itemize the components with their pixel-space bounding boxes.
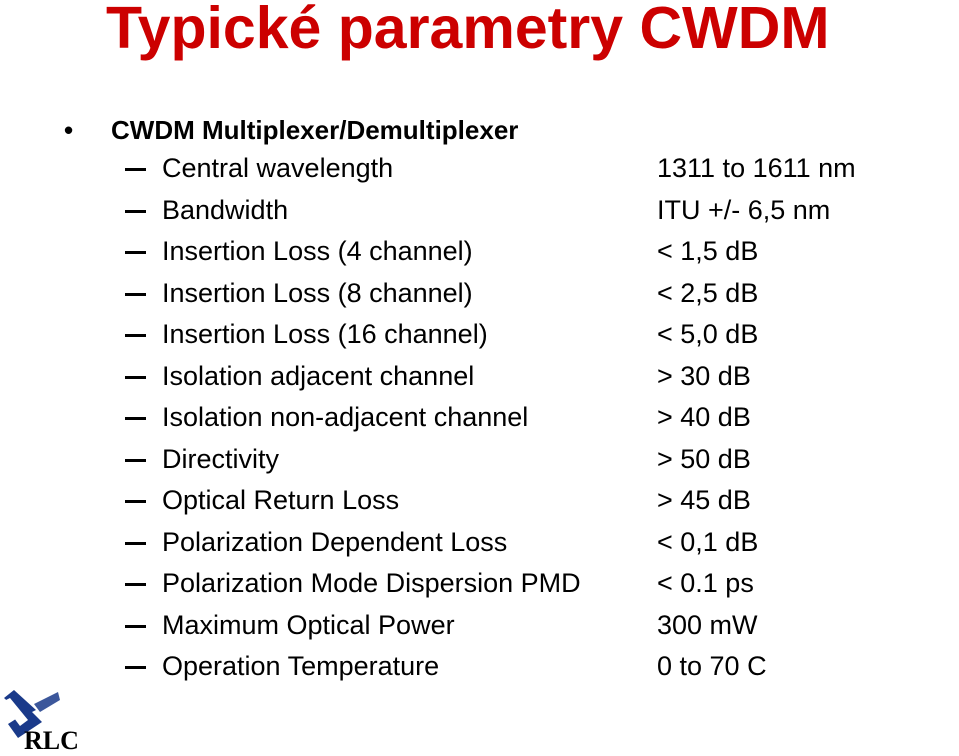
parameter-value: < 1,5 dB — [657, 236, 759, 266]
parameter-value: < 5,0 dB — [657, 319, 759, 349]
parameter-row — [0, 605, 959, 647]
parameter-list — [0, 148, 959, 688]
dash-bullet-icon — [125, 459, 146, 462]
dash-bullet-icon — [125, 376, 146, 379]
parameter-name: Maximum Optical Power — [162, 609, 455, 640]
parameter-name: Operation Temperature — [162, 651, 440, 681]
parameter-value: < 0,1 dB — [657, 526, 759, 557]
bullet-icon: • — [64, 115, 74, 145]
parameter-name: Directivity — [162, 443, 280, 474]
dash-bullet-icon — [125, 251, 146, 254]
parameter-row — [0, 397, 959, 439]
logo-text: RLC — [24, 726, 79, 751]
parameter-name: Isolation adjacent channel — [162, 360, 475, 391]
parameter-row — [0, 522, 959, 564]
dash-bullet-icon — [125, 583, 146, 586]
dash-bullet-icon — [125, 334, 146, 337]
dash-bullet-icon — [125, 417, 146, 420]
parameter-name: Polarization Dependent Loss — [162, 526, 508, 557]
parameter-row — [0, 439, 959, 481]
parameter-name: Optical Return Loss — [162, 485, 400, 515]
parameter-row — [0, 480, 959, 522]
section-heading-row — [64, 110, 518, 150]
parameter-row — [0, 273, 959, 315]
parameter-value: > 50 dB — [657, 443, 751, 474]
dash-bullet-icon — [125, 293, 146, 296]
parameter-row — [0, 356, 959, 398]
parameter-name: Central wavelength — [162, 153, 394, 183]
dash-bullet-icon — [125, 625, 146, 628]
parameter-row — [0, 563, 959, 605]
rlc-logo — [0, 686, 110, 751]
dash-bullet-icon — [125, 168, 146, 171]
section-heading: CWDM Multiplexer/Demultiplexer — [111, 114, 519, 145]
parameter-name: Insertion Loss (8 channel) — [162, 277, 473, 308]
dash-bullet-icon — [125, 500, 146, 503]
parameter-value: > 45 dB — [657, 485, 751, 515]
parameter-name: Insertion Loss (16 channel) — [162, 319, 488, 349]
parameter-name: Polarization Mode Dispersion PMD — [162, 568, 581, 598]
parameter-value: 0 to 70 C — [657, 651, 767, 681]
parameter-name: Isolation non-adjacent channel — [162, 402, 529, 432]
parameter-value: 300 mW — [657, 609, 758, 640]
parameter-row — [0, 646, 959, 688]
parameter-value: < 0.1 ps — [657, 568, 754, 598]
parameter-row — [0, 148, 959, 190]
parameter-value: 1311 to 1611 nm — [657, 153, 856, 183]
parameter-value: ITU +/- 6,5 nm — [657, 194, 831, 225]
dash-bullet-icon — [125, 542, 146, 545]
parameter-value: < 2,5 dB — [657, 277, 759, 308]
parameter-name: Insertion Loss (4 channel) — [162, 236, 473, 266]
parameter-value: > 40 dB — [657, 402, 751, 432]
slide-title: Typické parametry CWDM — [106, 0, 830, 61]
dash-bullet-icon — [125, 210, 146, 213]
rlc-logo-icon — [0, 686, 110, 751]
parameter-row — [0, 314, 959, 356]
parameter-name: Bandwidth — [162, 194, 289, 225]
parameter-row — [0, 190, 959, 232]
dash-bullet-icon — [125, 666, 146, 669]
parameter-row — [0, 231, 959, 273]
parameter-value: > 30 dB — [657, 360, 751, 391]
